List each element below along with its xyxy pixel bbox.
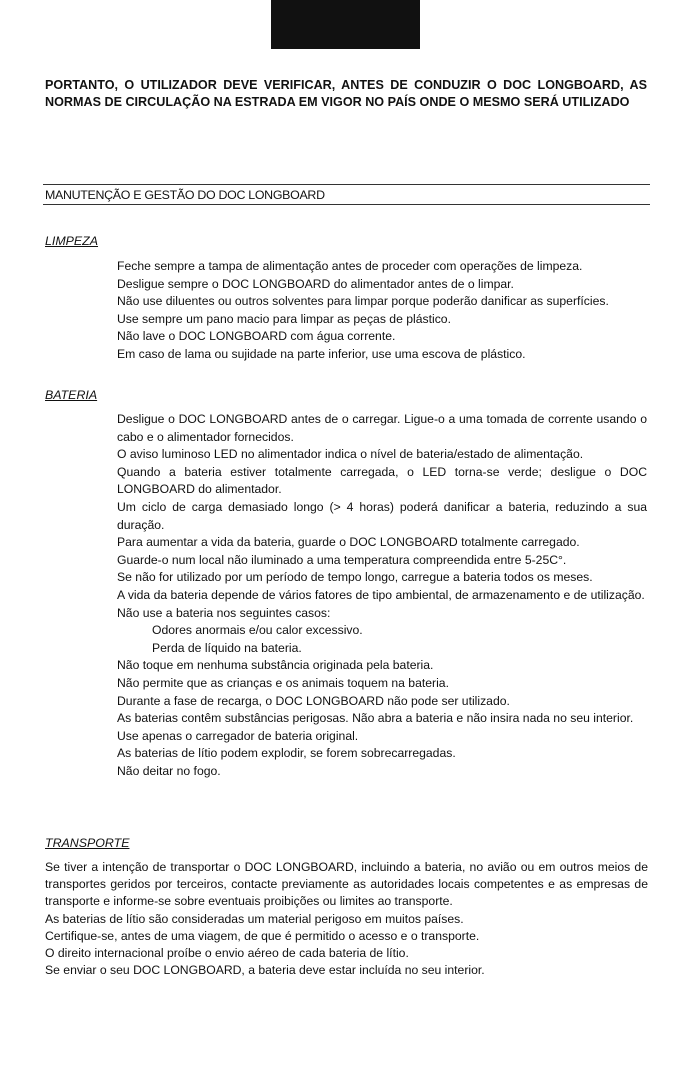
list-item: As baterias contêm substâncias perigosas. Não abra a bateria e não insira nada no seu interior. (117, 711, 634, 726)
list-item: Desligue sempre o DOC LONGBOARD do alimentador antes de o limpar. (117, 276, 514, 291)
list-item: Não use a bateria nos seguintes casos: (117, 605, 331, 620)
list-item: Em caso de lama ou sujidade na parte inferior, use uma escova de plástico. (117, 346, 526, 361)
list-item: Se enviar o seu DOC LONGBOARD, a bateria deve estar incluída no seu interior. (45, 963, 485, 978)
transporte-list (45, 859, 648, 979)
list-item: Não lave o DOC LONGBOARD com água corrente. (117, 329, 396, 344)
list-item: Feche sempre a tampa de alimentação antes de proceder com operações de limpeza. (117, 259, 583, 273)
list-item: Certifique-se, antes de uma viagem, de que é permitido o acesso e o transporte. (45, 928, 480, 943)
list-item: Use apenas o carregador de bateria original. (117, 728, 359, 743)
list-item: Não use diluentes ou outros solventes para limpar porque poderão danificar as superfícies. (117, 294, 609, 309)
list-item: Não toque em nenhuma substância originada pela bateria. (117, 658, 434, 673)
list-item: Desligue o DOC LONGBOARD antes de o carregar. Ligue-o a uma tomada de corrente usando o cabo e o alimentador fornecidos. (117, 412, 647, 444)
list-item: Durante a fase de recarga, o DOC LONGBOARD não pode ser utilizado. (117, 693, 510, 708)
list-item: As baterias de lítio são consideradas um material perigoso em muitos países. (45, 911, 464, 926)
sub-list-item: Odores anormais e/ou calor excessivo. (152, 623, 363, 638)
bateria-list (117, 411, 647, 780)
list-item: As baterias de lítio podem explodir, se forem sobrecarregadas. (117, 746, 456, 761)
limpeza-list (117, 258, 647, 364)
list-item: A vida da bateria depende de vários fatores de tipo ambiental, de armazenamento e de utilização. (117, 587, 645, 602)
list-item: Para aumentar a vida da bateria, guarde o DOC LONGBOARD totalmente carregado. (117, 535, 580, 550)
list-item: Se não for utilizado por um período de tempo longo, carregue a bateria todos os meses. (117, 570, 593, 585)
list-item: Não deitar no fogo. (117, 763, 221, 778)
road-rules-warning: PORTANTO, O UTILIZADOR DEVE VERIFICAR, ANTES DE CONDUZIR O DOC LONGBOARD, AS NORMAS DE CIRCULAÇÃO NA ESTRADA EM VIGOR NO PAÍS ONDE O MESMO SERÁ UTILIZADO (45, 78, 647, 109)
list-item: Use sempre um pano macio para limpar as peças de plástico. (117, 311, 451, 326)
list-item: Se tiver a intenção de transportar o DOC LONGBOARD, incluindo a bateria, no avião ou em outros meios de transportes geridos por terceiros, contacte previamente as autoridades locais competentes e as empresas de transporte e informe-se sobre eventuais proibições ou limites ao transporte. (45, 860, 648, 909)
transporte-heading: TRANSPORTE (45, 836, 130, 850)
sub-list-item: Perda de líquido na bateria. (152, 640, 302, 655)
limpeza-heading: LIMPEZA (45, 234, 99, 248)
list-item: Não permite que as crianças e os animais toquem na bateria. (117, 675, 449, 690)
list-item: Um ciclo de carga demasiado longo (> 4 horas) poderá danificar a bateria, reduzindo a sua duração. (117, 499, 647, 532)
bateria-heading: BATERIA (45, 388, 98, 402)
section-title: MANUTENÇÃO E GESTÃO DO DOC LONGBOARD (43, 184, 650, 205)
list-item: Quando a bateria estiver totalmente carregada, o LED torna-se verde; desligue o DOC LONGBOARD do alimentador. (117, 464, 647, 497)
header-black-block (271, 0, 420, 49)
list-item: Guarde-o num local não iluminado a uma temperatura compreendida entre 5-25C°. (117, 552, 567, 567)
list-item: O direito internacional proíbe o envio aéreo de cada bateria de lítio. (45, 946, 409, 961)
list-item: O aviso luminoso LED no alimentador indica o nível de bateria/estado de alimentação. (117, 447, 584, 462)
